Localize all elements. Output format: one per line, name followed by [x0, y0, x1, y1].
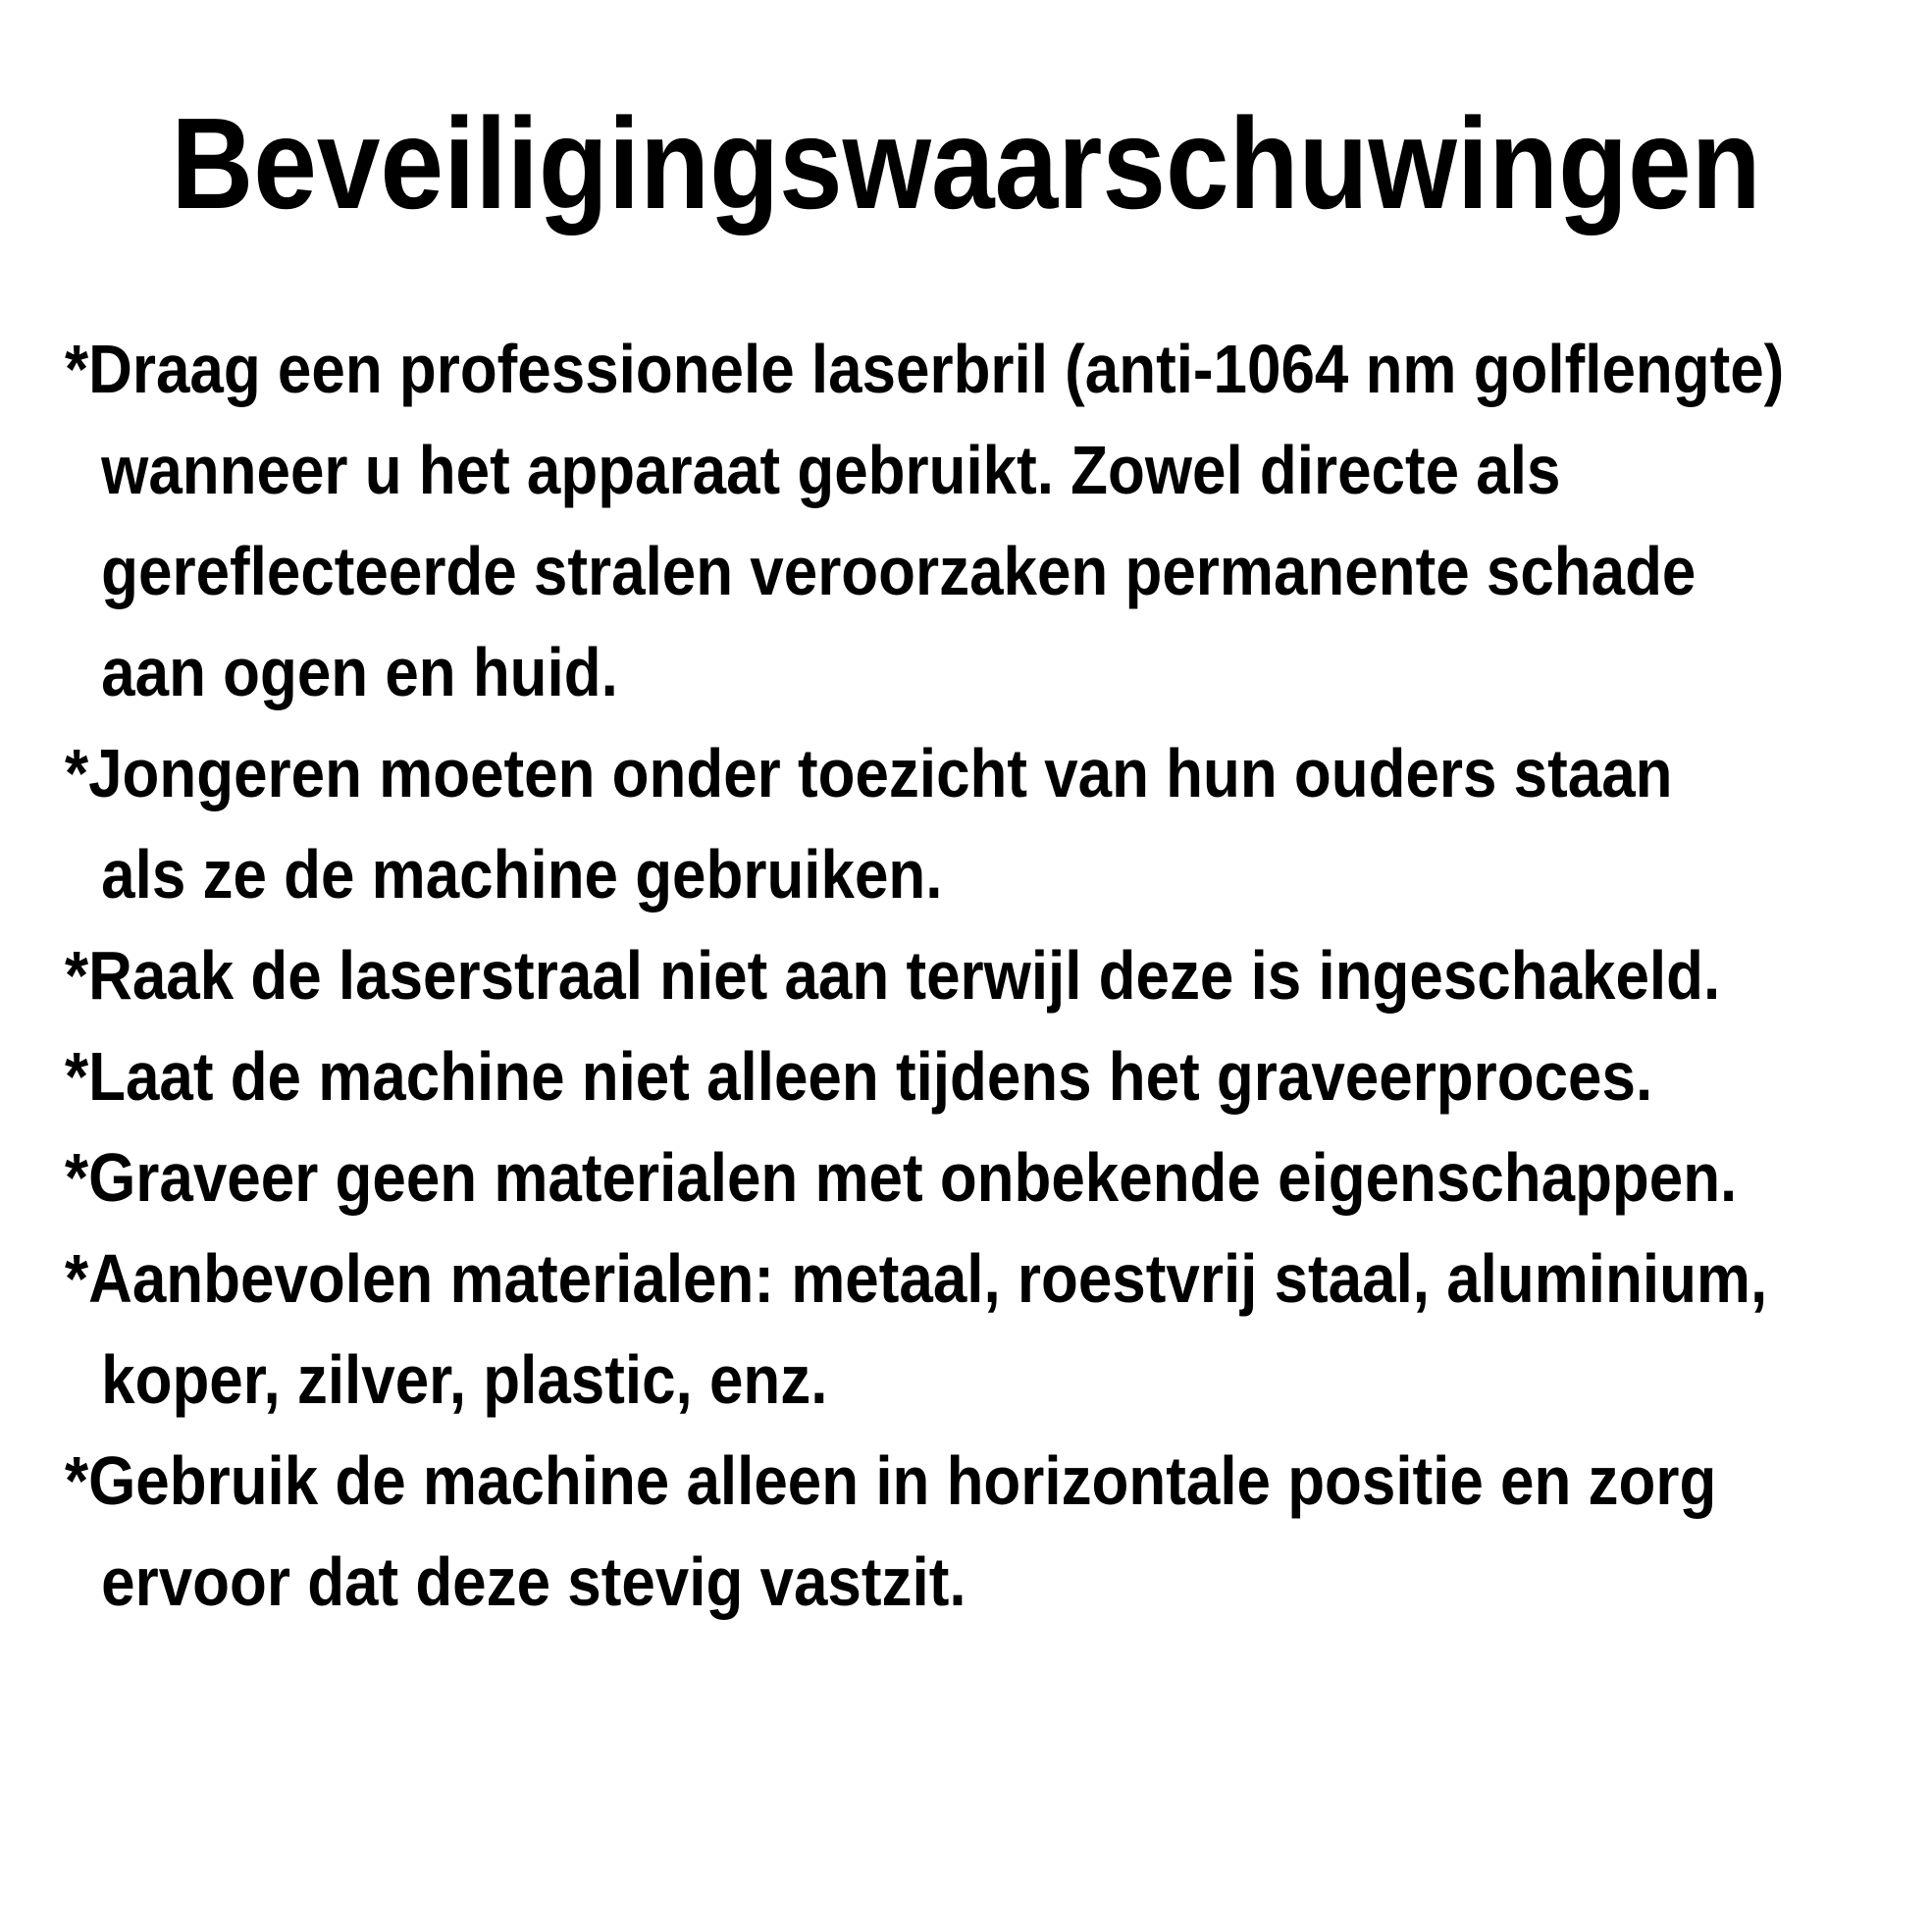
warning-1-line-3: gereflecteerde stralen veroorzaken permanente schade — [101, 533, 1697, 609]
warning-3-line-1: *Raak de laserstraal niet aan terwijl deze is ingeschakeld. — [65, 937, 1721, 1014]
warning-5-line-1: *Graveer geen materialen met onbekende eigenschappen. — [65, 1139, 1738, 1216]
page-title: Beveiligingswaarschuwingen — [171, 91, 1761, 235]
warning-1-line-1: *Draag een professionele laserbril (anti-1064 nm golflengte) — [65, 331, 1785, 407]
warning-6-line-2: koper, zilver, plastic, enz. — [101, 1341, 828, 1418]
warning-4-line-1: *Laat de machine niet alleen tijdens het graveerproces. — [65, 1038, 1653, 1115]
warning-7-line-1: *Gebruik de machine alleen in horizontale positie en zorg — [65, 1442, 1717, 1519]
warning-1-line-2: wanneer u het apparaat gebruikt. Zowel directe als — [101, 432, 1561, 508]
warning-list — [65, 319, 1880, 1633]
warning-7-line-2: ervoor dat deze stevig vastzit. — [101, 1543, 966, 1620]
warning-1-line-4: aan ogen en huid. — [101, 634, 618, 710]
warning-2-line-1: *Jongeren moeten onder toezicht van hun ouders staan — [65, 735, 1673, 811]
warning-6-line-1: *Aanbevolen materialen: metaal, roestvrij staal, aluminium, — [65, 1240, 1768, 1317]
warning-2-line-2: als ze de machine gebruiken. — [101, 836, 943, 913]
